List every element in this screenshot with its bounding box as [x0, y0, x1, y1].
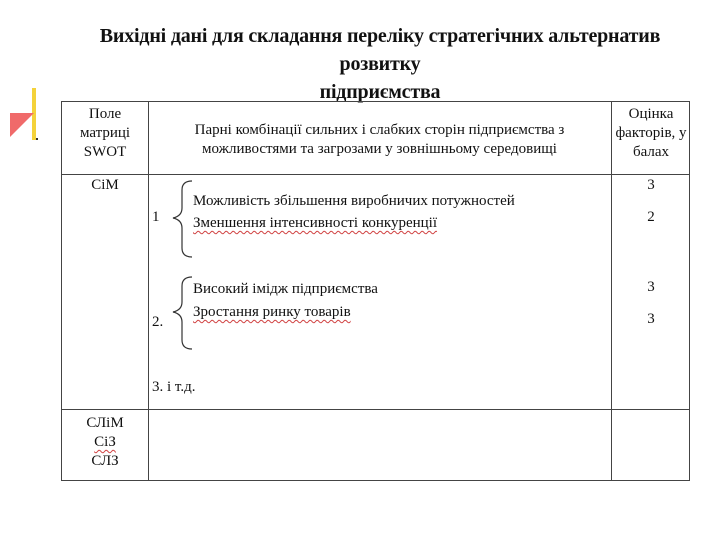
group-2-item-2: Зростання ринку товарів: [193, 304, 351, 320]
field-siz: СіЗ: [94, 434, 116, 450]
header-field-line: SWOT: [83, 144, 127, 160]
header-combinations-cell: [148, 121, 611, 159]
group-1-score-1: 3: [647, 177, 655, 193]
header-combinations-line: можливостями та загрозами у зовнішньому середовищі: [202, 141, 557, 157]
group-2-score-1: 3: [647, 279, 655, 295]
header-score-line: балах: [632, 144, 670, 160]
swot-table: [61, 101, 690, 481]
row-divider: [62, 409, 689, 410]
group-1-brace: [170, 180, 194, 258]
field-slz: СЛЗ: [91, 453, 119, 469]
group-1-number: 1: [152, 209, 160, 225]
decorative-dot: [36, 138, 38, 140]
header-score-line: Оцінка: [628, 106, 674, 122]
header-score-cell: [611, 105, 691, 162]
group-2-item-1: Високий імідж підприємства: [193, 281, 378, 297]
field-slim: СЛіМ: [86, 415, 124, 431]
page-title: [60, 22, 700, 106]
field-list: [62, 414, 148, 471]
title-line-2: підприємства: [319, 81, 441, 103]
field-cim: СіМ: [91, 177, 119, 193]
group-2-score-2: 3: [647, 311, 655, 327]
group-2-brace: [170, 276, 194, 350]
group-1-item-2: Зменшення інтенсивності конкуренції: [193, 215, 438, 231]
header-field-line: Поле: [88, 106, 122, 122]
header-score-line: факторів, у: [615, 125, 687, 141]
header-combinations-line: Парні комбінації сильних і слабких сторін підприємства з: [194, 122, 565, 138]
header-field-line: матриці: [79, 125, 131, 141]
decorative-red-triangle: [10, 113, 34, 137]
group-1-item-1: Можливість збільшення виробничих потужностей: [193, 193, 515, 209]
header-field-cell: [62, 105, 148, 162]
title-line-1: Вихідні дані для складання переліку стратегічних альтернатив розвитку: [99, 25, 661, 75]
group-2-number: 2.: [152, 314, 164, 330]
header-divider: [62, 174, 689, 175]
group-1-score-2: 2: [647, 209, 655, 225]
etc-item: 3. і т.д.: [152, 379, 196, 395]
